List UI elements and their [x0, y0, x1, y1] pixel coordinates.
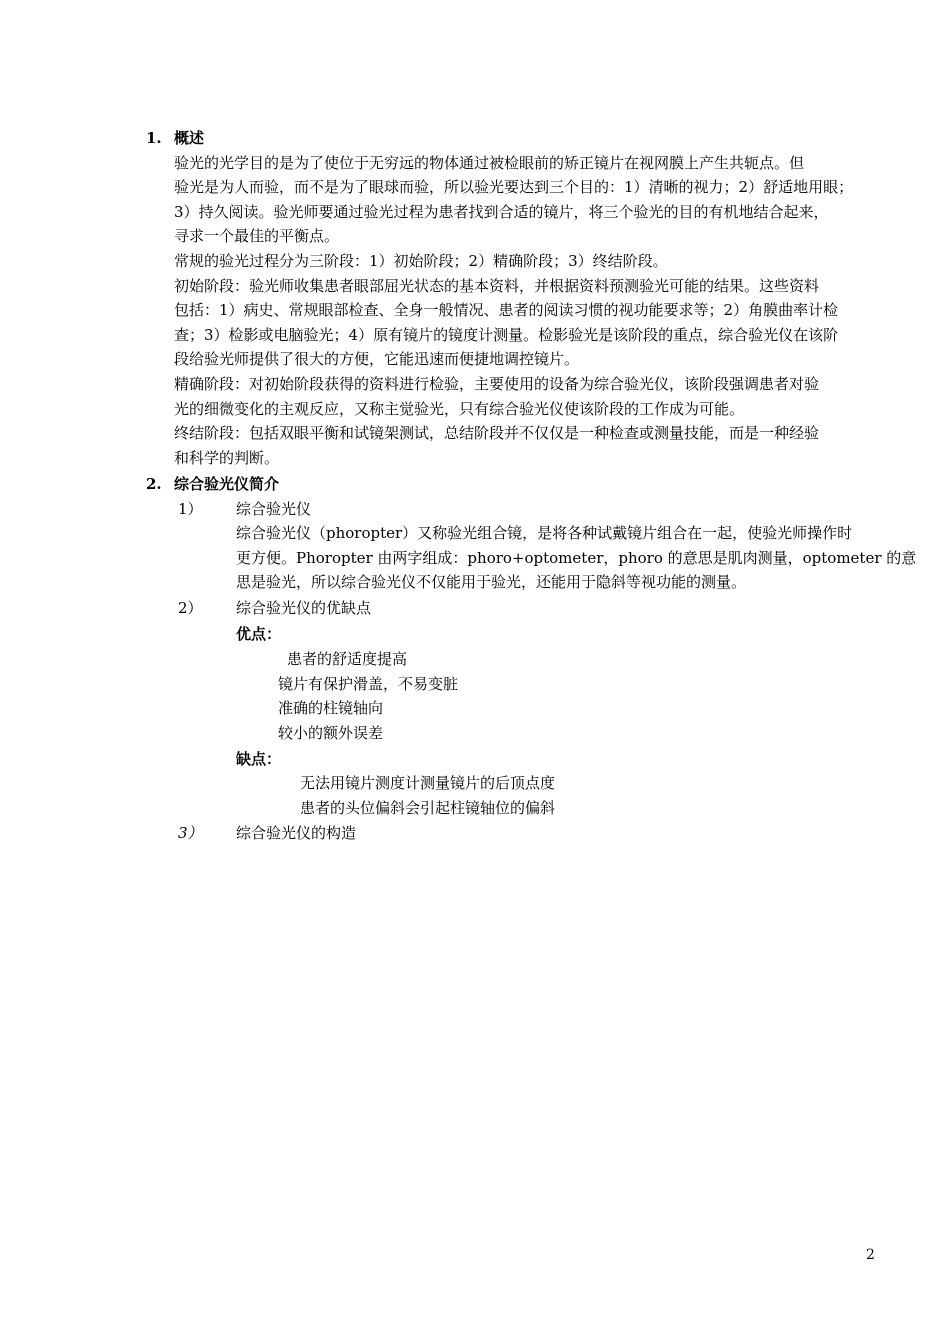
item-3-title: 综合验光仪的构造 — [236, 824, 357, 842]
paragraph-line: 初始阶段：验光师收集患者眼部屈光状态的基本资料，并根据资料预测验光可能的结果。这些资料 — [174, 277, 820, 295]
item-2-number: 2） — [178, 599, 203, 617]
pros-item: 准确的柱镜轴向 — [278, 699, 384, 717]
item-1-title: 综合验光仪 — [236, 500, 312, 518]
cons-item: 无法用镜片测度计测量镜片的后顶点度 — [300, 774, 556, 792]
paragraph-line: 思是验光，所以综合验光仪不仅能用于验光，还能用于隐斜等视功能的测量。 — [236, 573, 747, 591]
paragraph-line: 3）持久阅读。验光师要通过验光过程为患者找到合适的镜片，将三个验光的目的有机地结合起来， — [174, 203, 829, 221]
paragraph-line: 验光是为人而验，而不是为了眼球而验，所以验光要达到三个目的：1）清晰的视力；2）舒适地用眼； — [174, 178, 854, 196]
paragraph-line: 寻求一个最佳的平衡点。 — [174, 227, 340, 245]
item-3-number: 3） — [178, 824, 203, 842]
section-1-number: 1. — [146, 129, 162, 147]
pros-label: 优点： — [236, 625, 282, 643]
page-number: 2 — [866, 1247, 875, 1263]
pros-item: 较小的额外误差 — [278, 724, 384, 742]
paragraph-line: 更方便。Phoropter 由两字组成：phoro+optometer，phoro 的意思是肌肉测量，optometer 的意 — [236, 549, 917, 567]
paragraph-line: 段给验光师提供了很大的方便，它能迅速而便捷地调控镜片。 — [174, 350, 580, 368]
paragraph-line: 验光的光学目的是为了使位于无穷远的物体通过被检眼前的矫正镜片在视网膜上产生共轭点。但 — [174, 154, 805, 172]
pros-item: 镜片有保护滑盖，不易变脏 — [278, 675, 459, 693]
paragraph-line: 综合验光仪（phoropter）又称验光组合镜，是将各种试戴镜片组合在一起，使验光师操作时 — [236, 524, 853, 542]
paragraph-line: 终结阶段：包括双眼平衡和试镜架测试，总结阶段并不仅仅是一种检查或测量技能，而是一种经验 — [174, 424, 820, 442]
paragraph-line: 常规的验光过程分为三阶段：1）初始阶段；2）精确阶段；3）终结阶段。 — [174, 252, 668, 270]
cons-item: 患者的头位偏斜会引起柱镜轴位的偏斜 — [300, 799, 556, 817]
paragraph-line: 包括：1）病史、常规眼部检查、全身一般情况、患者的阅读习惯的视功能要求等；2）角膜曲率计检 — [174, 301, 839, 319]
paragraph-line: 查；3）检影或电脑验光；4）原有镜片的镜度计测量。检影验光是该阶段的重点，综合验光仪在该阶 — [174, 326, 839, 344]
paragraph-line: 和科学的判断。 — [174, 449, 280, 467]
cons-label: 缺点： — [236, 750, 282, 768]
pros-item: 患者的舒适度提高 — [287, 650, 408, 668]
paragraph-line: 光的细微变化的主观反应，又称主觉验光，只有综合验光仪使该阶段的工作成为可能。 — [174, 400, 745, 418]
paragraph-line: 精确阶段：对初始阶段获得的资料进行检验，主要使用的设备为综合验光仪，该阶段强调患者对验 — [174, 375, 820, 393]
item-1-number: 1） — [178, 500, 203, 518]
section-2-number: 2. — [146, 475, 162, 493]
section-1-title: 概述 — [174, 129, 205, 147]
section-2-title: 综合验光仪简介 — [174, 475, 280, 493]
item-2-title: 综合验光仪的优缺点 — [236, 599, 372, 617]
